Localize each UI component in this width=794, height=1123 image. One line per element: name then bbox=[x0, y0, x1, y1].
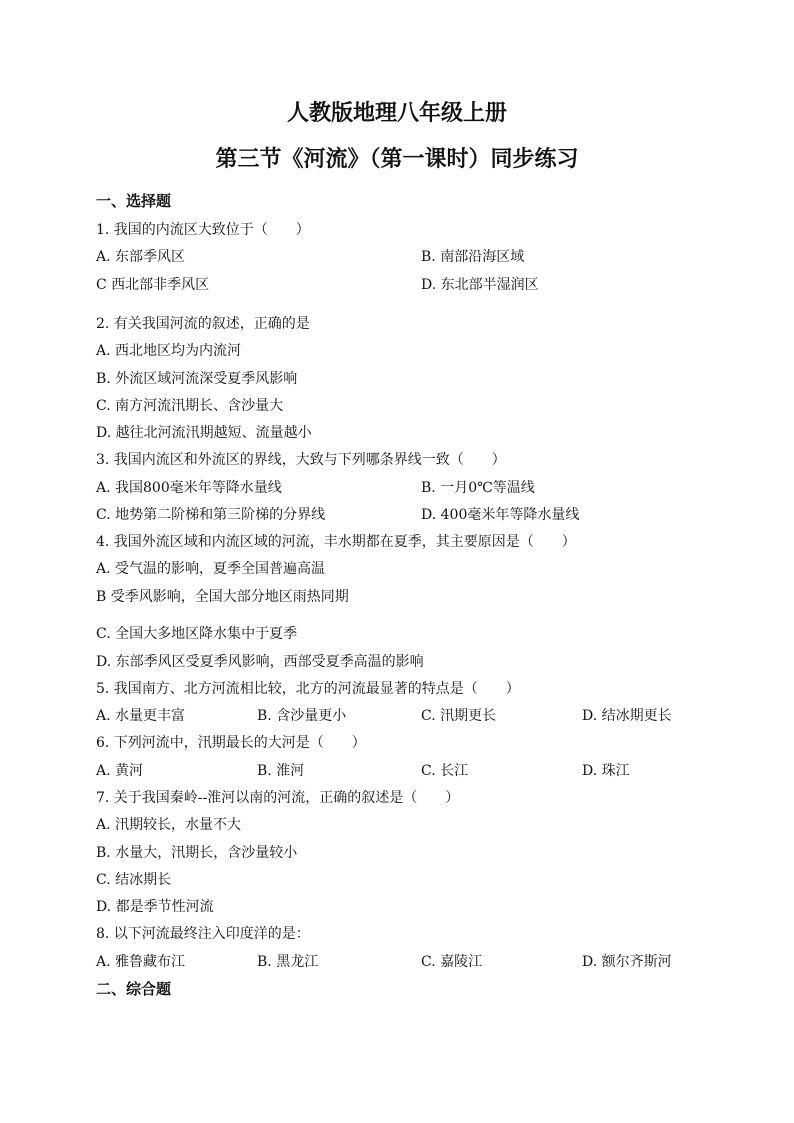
question-3-stem: 3. 我国内流区和外流区的界线，大致与下列哪条界线一致（ ） bbox=[96, 452, 506, 468]
question-5-option-c: C. 汛期更长 bbox=[421, 708, 497, 724]
question-6-option-b: B. 淮河 bbox=[257, 763, 305, 779]
question-1-stem: 1. 我国的内流区大致位于（ ） bbox=[96, 222, 310, 238]
question-2-option-c: C. 南方河流汛期长、含沙量大 bbox=[96, 398, 284, 414]
question-4-option-a: A. 受气温的影响，夏季全国普遍高温 bbox=[96, 561, 326, 577]
question-4-option-c: C. 全国大多地区降水集中于夏季 bbox=[96, 626, 298, 642]
document-title: 人教版地理八年级上册 bbox=[286, 100, 507, 126]
question-5-option-a: A. 水量更丰富 bbox=[96, 708, 186, 724]
question-3-option-d: D. 400毫米年等降水量线 bbox=[421, 507, 580, 523]
question-6-option-c: C. 长江 bbox=[421, 763, 469, 779]
question-4-option-d: D. 东部季风区受夏季风影响，西部受夏季高温的影响 bbox=[96, 654, 424, 670]
question-1-option-d: D. 东北部半湿润区 bbox=[421, 277, 539, 293]
question-2-stem: 2. 有关我国河流的叙述，正确的是 bbox=[96, 316, 310, 332]
question-2-option-d: D. 越往北河流汛期越短、流量越小 bbox=[96, 425, 312, 441]
question-7-option-b: B. 水量大，汛期长，含沙量较小 bbox=[96, 845, 298, 861]
question-6-option-a: A. 黄河 bbox=[96, 763, 144, 779]
question-6-stem: 6. 下列河流中，汛期最长的大河是（ ） bbox=[96, 735, 366, 751]
question-4-stem: 4. 我国外流区域和内流区域的河流，丰水期都在夏季，其主要原因是（ ） bbox=[96, 534, 576, 550]
question-1-option-b: B. 南部沿海区域 bbox=[421, 249, 525, 265]
question-8-option-d: D. 额尔齐斯河 bbox=[582, 954, 672, 970]
question-7-option-a: A. 汛期较长，水量不大 bbox=[96, 817, 242, 833]
question-4-option-b: B 受季风影响，全国大部分地区雨热同期 bbox=[96, 589, 349, 605]
document-subtitle: 第三节《河流》（第一课时）同步练习 bbox=[215, 146, 579, 172]
question-3-option-b: B. 一月0℃等温线 bbox=[421, 480, 535, 496]
question-7-option-c: C. 结冰期长 bbox=[96, 872, 172, 888]
question-2-option-b: B. 外流区域河流深受夏季风影响 bbox=[96, 371, 298, 387]
question-2-option-a: A. 西北地区均为内流河 bbox=[96, 343, 242, 359]
question-1-option-c: C 西北部非季风区 bbox=[96, 277, 210, 293]
question-8-option-a: A. 雅鲁藏布江 bbox=[96, 954, 186, 970]
question-3-option-a: A. 我国800毫米年等降水量线 bbox=[96, 480, 282, 496]
section-heading-choice: 一、选择题 bbox=[96, 192, 172, 210]
question-8-option-c: C. 嘉陵江 bbox=[421, 954, 483, 970]
question-1-option-a: A. 东部季风区 bbox=[96, 249, 186, 265]
section-heading-comprehensive: 二、综合题 bbox=[96, 980, 172, 998]
question-5-option-d: D. 结冰期更长 bbox=[582, 708, 672, 724]
question-7-stem: 7. 关于我国秦岭--淮河以南的河流，正确的叙述是（ ） bbox=[96, 790, 460, 806]
question-5-option-b: B. 含沙量更小 bbox=[257, 708, 347, 724]
question-7-option-d: D. 都是季节性河流 bbox=[96, 899, 214, 915]
question-8-option-b: B. 黑龙江 bbox=[257, 954, 319, 970]
question-8-stem: 8. 以下河流最终注入印度洋的是： bbox=[96, 926, 310, 942]
question-6-option-d: D. 珠江 bbox=[582, 763, 630, 779]
question-5-stem: 5. 我国南方、北方河流相比较，北方的河流最显著的特点是（ ） bbox=[96, 681, 520, 697]
question-3-option-c: C. 地势第二阶梯和第三阶梯的分界线 bbox=[96, 507, 326, 523]
